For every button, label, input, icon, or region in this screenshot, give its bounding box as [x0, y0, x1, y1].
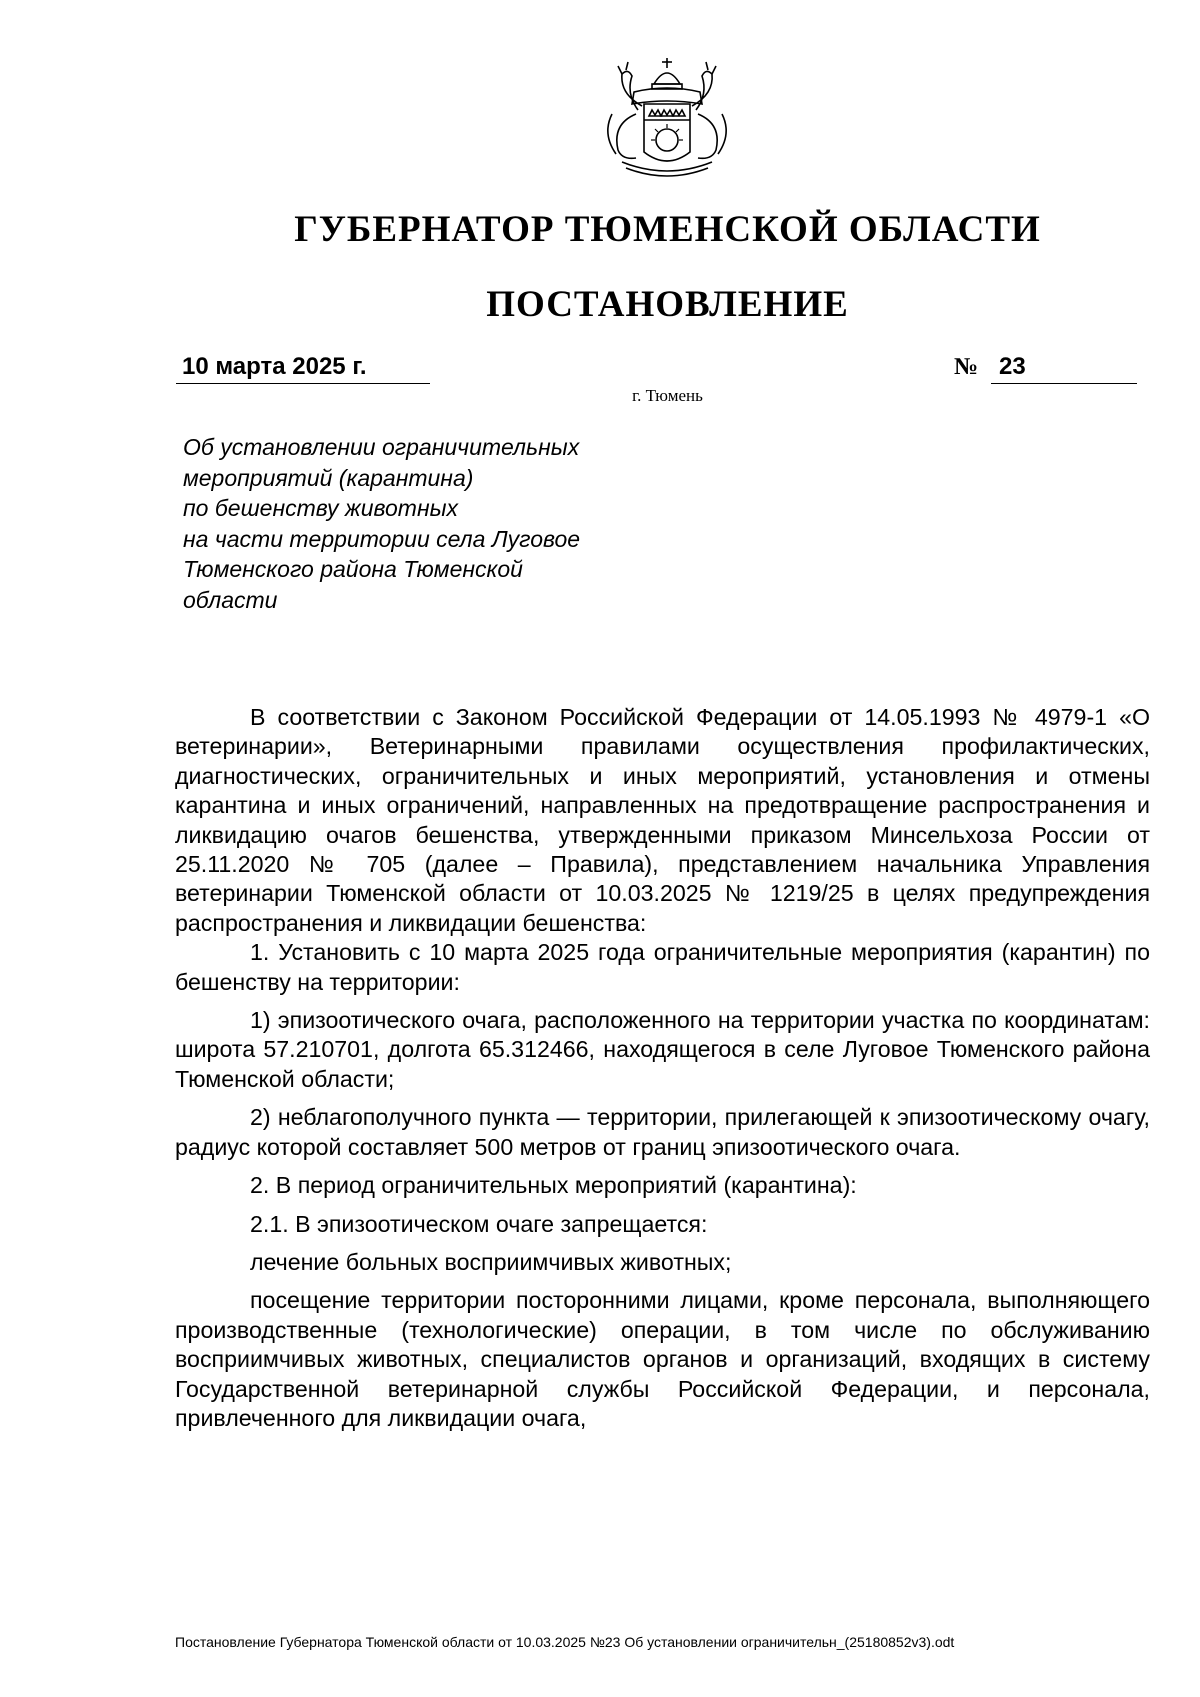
issue-city: г. Тюмень — [632, 386, 703, 405]
title-line: мероприятий (карантина) — [183, 464, 474, 491]
number-label: № — [954, 354, 979, 380]
body-paragraph: 1. Установить с 10 марта 2025 года ограничительные мероприятия (карантин) по бешенству на территории: — [175, 939, 1150, 995]
document-body — [175, 703, 1150, 1433]
title-line: Тюменского района Тюменской — [183, 556, 523, 582]
title-line: на части территории села Луговое — [183, 525, 581, 552]
file-footer: Постановление Губернатора Тюменской области от 10.03.2025 №23 Об установлении ограничительн_(25180852v3).odt — [175, 1634, 955, 1650]
coat-of-arms-emblem — [592, 54, 742, 184]
title-line: Об установлении ограничительных — [183, 434, 580, 460]
body-paragraph: 2.1. В эпизоотическом очаге запрещается: — [250, 1210, 708, 1237]
body-paragraph: лечение больных восприимчивых животных; — [250, 1248, 732, 1275]
body-paragraph: 2. В период ограничительных мероприятий (карантина): — [250, 1172, 857, 1199]
document-type: ПОСТАНОВЛЕНИЕ — [486, 284, 849, 325]
document-date: 10 марта 2025 г. — [176, 352, 430, 384]
title-line: области — [183, 586, 278, 613]
document-number: 23 — [991, 352, 1137, 384]
body-paragraph: В соответствии с Законом Российской Федерации от 14.05.1993 № 4979-1 «О ветеринарии», Ветеринарными правилами осуществления профилактических, диагностических, ограничительных и иных мероприятий, установления и отмены карантина и иных ограничений, направленных на предотвращение распространения и ликвидацию очагов бешенства, утвержденными приказом Минсельхоза России от 25.11.2020 № 705 (далее – Правила), представлением начальника Управления ветеринарии Тюменской области от 10.03.2025 № 1219/25 в целях предупреждения распространения и ликвидации бешенства: — [175, 704, 1150, 936]
document-title — [183, 432, 663, 615]
body-paragraph: посещение территории посторонними лицами, кроме персонала, выполняющего производственные (технологические) операции, в том числе по обслуживанию восприимчивых животных, специалистов органов и организаций, входящих в систему Государственной ветеринарной службы Российской Федерации, и персонала, привлеченного для ликвидации очага, — [175, 1287, 1150, 1431]
issuing-authority: ГУБЕРНАТОР ТЮМЕНСКОЙ ОБЛАСТИ — [294, 209, 1041, 250]
body-paragraph: 1) эпизоотического очага, расположенного на территории участка по координатам: широта 57.210701, долгота 65.312466, находящегося в селе Луговое Тюменского района Тюменской области; — [175, 1007, 1150, 1092]
title-line: по бешенству животных — [183, 495, 459, 521]
body-paragraph: 2) неблагополучного пункта — территории, прилегающей к эпизоотическому очагу, радиус которой составляет 500 метров от границ эпизоотического очага. — [175, 1104, 1150, 1160]
